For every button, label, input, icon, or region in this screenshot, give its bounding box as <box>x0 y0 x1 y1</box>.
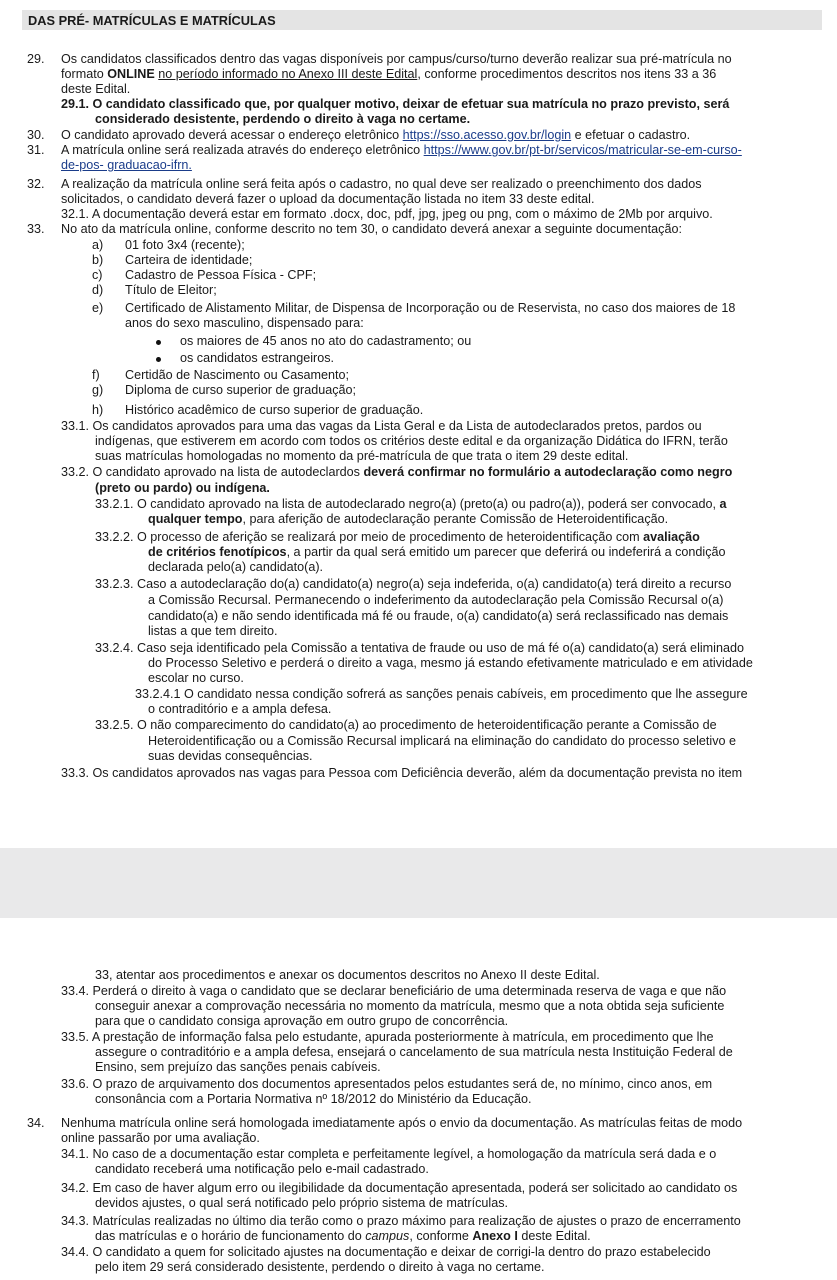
item-32-line-1: A realização da matrícula online será feita após o cadastro, no qual deve ser realizado o preenchimento dos dados <box>61 177 702 191</box>
item-29-1-line-1: 29.1. O candidato classificado que, por qualquer motivo, deixar de efetuar sua matrícula no prazo previsto, será <box>61 97 730 111</box>
list-key-h: h) <box>92 403 104 417</box>
item-33-2-3-line-4: listas a que tem direito. <box>148 624 278 638</box>
item-33-2-5-line-1: 33.2.5. O não comparecimento do candidato(a) ao procedimento de heteroidentificação perante a Comissão de <box>95 718 717 732</box>
item-33-3-line-1: 33.3. Os candidatos aprovados nas vagas para Pessoa com Deficiência deverão, além da documentação prevista no item <box>61 766 743 780</box>
item-33-2-5-line-3: suas devidas consequências. <box>148 749 313 763</box>
item-number-31: 31. <box>27 143 45 157</box>
item-34-line-1: Nenhuma matrícula online será homologada imediatamente após o envio da documentação. As matrículas feitas de modo <box>61 1116 743 1130</box>
item-30-line-1: O candidato aprovado deverá acessar o endereço eletrônico https://sso.acesso.gov.br/login e efetuar o cadastro. <box>61 128 691 142</box>
item-33-5-line-2: assegure o contraditório e a ampla defesa, ensejará o cancelamento de sua matrícula nesta Instituição Federal de <box>95 1045 733 1059</box>
list-key-c: c) <box>92 268 103 282</box>
item-33-6-line-1: 33.6. O prazo de arquivamento dos documentos apresentados pelos estudantes será de, no mínimo, cinco anos, em <box>61 1077 713 1091</box>
item-31-line-1: A matrícula online será realizada através do endereço eletrônico https://www.gov.br/pt-br/servicos/matricular-se-em-curso- <box>61 143 742 157</box>
item-34-line-2: online passarão por uma avaliação. <box>61 1131 260 1145</box>
item-number-33: 33. <box>27 222 45 236</box>
list-item-f: Certidão de Nascimento ou Casamento; <box>125 368 350 382</box>
item-33-6-line-2: consonância com a Portaria Normativa nº 18/2012 do Ministério da Educação. <box>95 1092 532 1106</box>
list-key-b: b) <box>92 253 104 267</box>
list-item-d: Título de Eleitor; <box>125 283 217 297</box>
item-32-1-line-1: 32.1. A documentação deverá estar em formato .docx, doc, pdf, jpg, jpeg ou png, com o máximo de 2Mb por arquivo. <box>61 207 713 221</box>
item-number-34: 34. <box>27 1116 45 1130</box>
item-number-29: 29. <box>27 52 45 66</box>
item-33-2-4-1-line-1: 33.2.4.1 O candidato nessa condição sofrerá as sanções penais cabíveis, em procedimento que lhe assegure <box>135 687 748 701</box>
bullet-item-1: os maiores de 45 anos no ato do cadastramento; ou <box>180 334 472 348</box>
item-33-2-4-1-line-2: o contraditório e a ampla defesa. <box>148 702 332 716</box>
item-32-line-2: solicitados, o candidato deverá fazer o upload da documentação listada no item 33 deste edital. <box>61 192 595 206</box>
item-number-30: 30. <box>27 128 45 142</box>
item-34-2-line-2: devidos ajustes, o qual será notificado pelo próprio sistema de matrículas. <box>95 1196 509 1210</box>
document-page-2 <box>0 918 837 1280</box>
item-34-4-line-2: pelo item 29 será considerado desistente, perdendo o direito à vaga no certame. <box>95 1260 545 1274</box>
list-key-a: a) <box>92 238 104 252</box>
item-29-line-3: deste Edital. <box>61 82 131 96</box>
item-33-2-1-line-1: 33.2.1. O candidato aprovado na lista de autodeclarado negro(a) (preto(a) ou padro(a)), poderá ser convocado, a <box>95 497 727 511</box>
list-item-e-line-2: anos do sexo masculino, dispensado para: <box>125 316 364 330</box>
item-33-1-line-2: indígenas, que estiverem em acordo com todos os critérios deste edital e da organização Didática do IFRN, terão <box>95 434 728 448</box>
section-heading-text: DAS PRÉ- MATRÍCULAS E MATRÍCULAS <box>28 13 276 28</box>
item-33-line-1: No ato da matrícula online, conforme descrito no tem 30, o candidato deverá anexar a seguinte documentação: <box>61 222 682 236</box>
item-33-2-2-line-2: de critérios fenotípicos, a partir da qual será emitido um parecer que deferirá ou indeferirá a condição <box>148 545 726 559</box>
item-33-4-line-1: 33.4. Perderá o direito à vaga o candidato que se declarar beneficiário de uma determinada reserva de vaga e que não <box>61 984 727 998</box>
list-item-b: Carteira de identidade; <box>125 253 253 267</box>
item-33-2-1-line-2: qualquer tempo, para aferição de autodeclaração perante Comissão de Heteroidentificação. <box>148 512 669 526</box>
matricula-link[interactable]: https://www.gov.br/pt-br/servicos/matricular-se-em-curso- <box>423 143 742 157</box>
list-key-e: e) <box>92 301 104 315</box>
item-34-1-line-1: 34.1. No caso de a documentação estar completa e perfeitamente legível, a homologação da matrícula será dada e o <box>61 1147 717 1161</box>
item-33-5-line-3: Ensino, sem prejuízo das sanções penais cabíveis. <box>95 1060 381 1074</box>
list-key-f: f) <box>92 368 100 382</box>
list-item-e: Certificado de Alistamento Militar, de Dispensa de Incorporação ou de Reservista, no caso dos maiores de 18 <box>125 301 736 315</box>
item-33-2-line-2: (preto ou pardo) ou indígena. <box>95 481 270 495</box>
item-number-32: 32. <box>27 177 45 191</box>
item-33-2-4-line-2: do Processo Seletivo e perderá o direito a vaga, mesmo já estando efetivamente matriculado e em atividade <box>148 656 753 670</box>
item-33-2-3-line-3: candidato(a) e não sendo identificada má fé ou fraude, o(a) candidato(a) será reclassificado nas demais <box>148 609 729 623</box>
item-29-line-2: formato ONLINE no período informado no Anexo III deste Edital, conforme procedimentos descritos nos itens 33 a 36 <box>61 67 717 81</box>
page-break-gap <box>0 848 837 918</box>
item-33-1-line-3: suas matrículas homologadas no momento da pré-matrícula de que trata o item 29 deste edital. <box>95 449 629 463</box>
item-33-3-line-2: 33, atentar aos procedimentos e anexar os documentos descritos no Anexo II deste Edital. <box>95 968 600 982</box>
bullet-icon <box>156 357 161 362</box>
item-34-1-line-2: candidato receberá uma notificação pelo e-mail cadastrado. <box>95 1162 429 1176</box>
item-33-2-3-line-1: 33.2.3. Caso a autodeclaração do(a) candidato(a) negro(a) seja indeferida, o(a) candidato(a) terá direito a recurso <box>95 577 732 591</box>
item-33-5-line-1: 33.5. A prestação de informação falsa pelo estudante, apurada posteriormente à matrícula, em procedimento que lhe <box>61 1030 714 1044</box>
list-key-g: g) <box>92 383 104 397</box>
item-34-3-line-2: das matrículas e o horário de funcionamento do campus, conforme Anexo I deste Edital. <box>95 1229 591 1243</box>
item-34-3-line-1: 34.3. Matrículas realizadas no último dia terão como o prazo máximo para realização de ajustes o prazo de encerramento <box>61 1214 741 1228</box>
item-29-1-line-2: considerado desistente, perdendo o direito à vaga no certame. <box>95 112 471 126</box>
item-29-line-1: Os candidatos classificados dentro das vagas disponíveis por campus/curso/turno deverão realizar sua pré-matrícula no <box>61 52 732 66</box>
item-33-2-5-line-2: Heteroidentificação ou a Comissão Recursal implicará na eliminação do candidato do processo seletivo e <box>148 734 737 748</box>
item-33-2-4-line-1: 33.2.4. Caso seja identificado pela Comissão a tentativa de fraude ou uso de má fé o(a) candidato(a) será eliminado <box>95 641 744 655</box>
item-34-4-line-1: 34.4. O candidato a quem for solicitado ajustes na documentação e deixar de corrigi-la dentro do prazo estabelecido <box>61 1245 711 1259</box>
bullet-icon <box>156 340 161 345</box>
item-33-2-4-line-3: escolar no curso. <box>148 671 244 685</box>
item-33-4-line-3: para que o candidato consiga aprovação em outro grupo de concorrência. <box>95 1014 509 1028</box>
item-33-2-2-line-3: declarada pelo(a) candidato(a). <box>148 560 324 574</box>
item-33-2-line-1: 33.2. O candidato aprovado na lista de autodeclardos deverá confirmar no formulário a autodeclaração como negro <box>61 465 733 479</box>
list-item-a: 01 foto 3x4 (recente); <box>125 238 245 252</box>
list-key-d: d) <box>92 283 104 297</box>
sso-login-link[interactable]: https://sso.acesso.gov.br/login <box>402 128 572 142</box>
list-item-c: Cadastro de Pessoa Física - CPF; <box>125 268 317 282</box>
item-33-4-line-2: conseguir anexar a comprovação necessária no momento da matrícula, mesmo que a nota obtida seja suficiente <box>95 999 725 1013</box>
list-item-h: Histórico acadêmico de curso superior de graduação. <box>125 403 424 417</box>
bullet-item-2: os candidatos estrangeiros. <box>180 351 335 365</box>
item-34-2-line-1: 34.2. Em caso de haver algum erro ou ilegibilidade da documentação apresentada, poderá ser solicitado ao candidato os <box>61 1181 738 1195</box>
annex-iii-reference: no período informado no Anexo III deste Edital <box>158 67 418 81</box>
matricula-link-continuation[interactable]: de-pos- graduacao-ifrn. <box>61 158 192 172</box>
section-heading <box>22 10 822 30</box>
item-33-2-2-line-1: 33.2.2. O processo de aferição se realizará por meio de procedimento de heteroidentificação com avaliação <box>95 530 700 544</box>
list-item-g: Diploma de curso superior de graduação; <box>125 383 357 397</box>
item-33-1-line-1: 33.1. Os candidatos aprovados para uma das vagas da Lista Geral e da Lista de autodeclarados pretos, pardos ou <box>61 419 702 433</box>
item-33-2-3-line-2: a Comissão Recursal. Permanecendo o indeferimento da autodeclaração pela Comissão Recursal o(a) <box>148 593 724 607</box>
item-31-line-2 <box>61 158 192 173</box>
